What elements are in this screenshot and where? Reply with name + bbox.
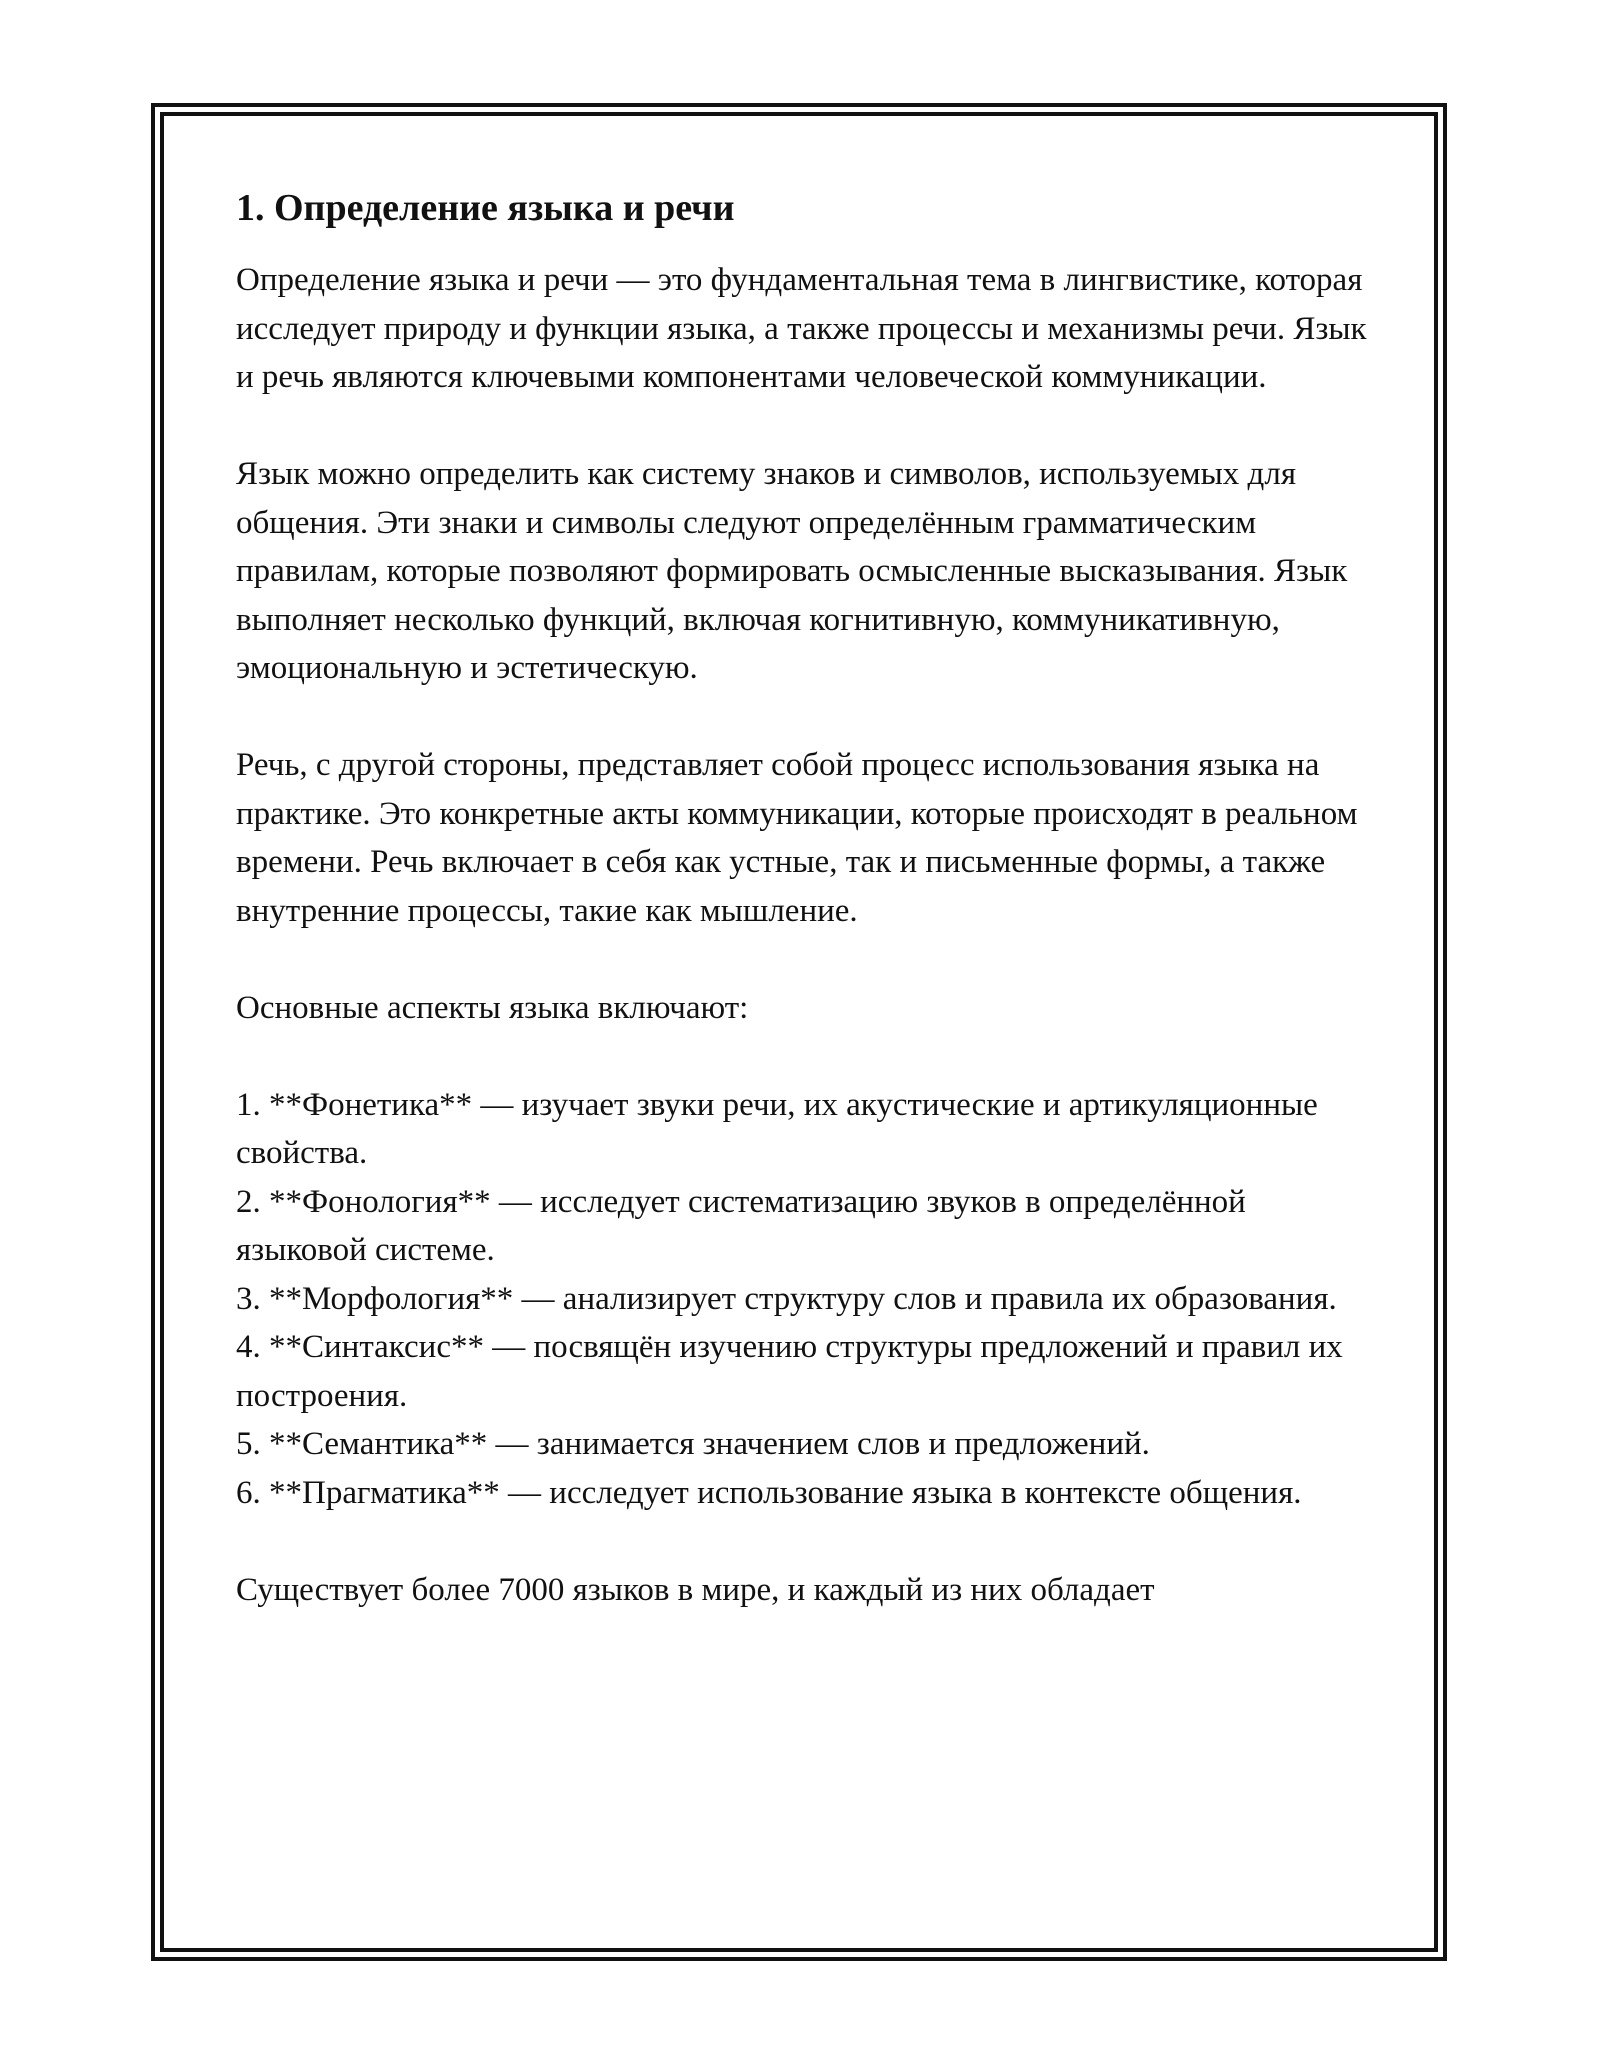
list-item-semantics: 5. **Семантика** — занимается значением слов и предложений.	[236, 1426, 1150, 1462]
list-item-morphology: 3. **Морфология** — анализирует структуру слов и правила их образования.	[236, 1280, 1337, 1317]
list-item-phonetics: 1. **Фонетика** — изучает звуки речи, их акустические и артикуляционные свойства.	[236, 1086, 1318, 1171]
aspects-list	[236, 1081, 1376, 1518]
paragraph-language-definition: Язык можно определить как систему знаков и символов, используемых для общения. Эти знаки и символы следуют определённым грамматическим правилам, которые позволяют формировать осмысленные высказывания. Язык выполняет несколько функций, включая когнитивную, коммуникативную, эмоциональную и эстетическую.	[236, 456, 1348, 686]
list-item-syntax: 4. **Синтаксис** — посвящён изучению структуры предложений и правил их построения.	[236, 1329, 1343, 1414]
paragraph-aspects-intro: Основные аспекты языка включают:	[236, 989, 749, 1026]
list-item-phonology: 2. **Фонология** — исследует систематизацию звуков в определённой языковой системе.	[236, 1183, 1246, 1268]
section-heading: 1. Определение языка и речи	[236, 187, 735, 229]
paragraph-speech-definition: Речь, с другой стороны, представляет собой процесс использования языка на практике. Это конкретные акты коммуникации, которые происходят в реальном времени. Речь включает в себя как устные, так и письменные формы, а также внутренние процессы, такие как мышление.	[236, 747, 1358, 929]
list-item-pragmatics: 6. **Прагматика** — исследует использование языка в контексте общения.	[236, 1474, 1302, 1511]
document-body	[236, 184, 1376, 1614]
paragraph-intro: Определение языка и речи — это фундаментальная тема в лингвистике, которая исследует природу и функции языка, а также процессы и механизмы речи. Язык и речь являются ключевыми компонентами человеческой коммуникации.	[236, 262, 1367, 395]
paragraph-closing: Существует более 7000 языков в мире, и каждый из них обладает	[236, 1571, 1155, 1608]
